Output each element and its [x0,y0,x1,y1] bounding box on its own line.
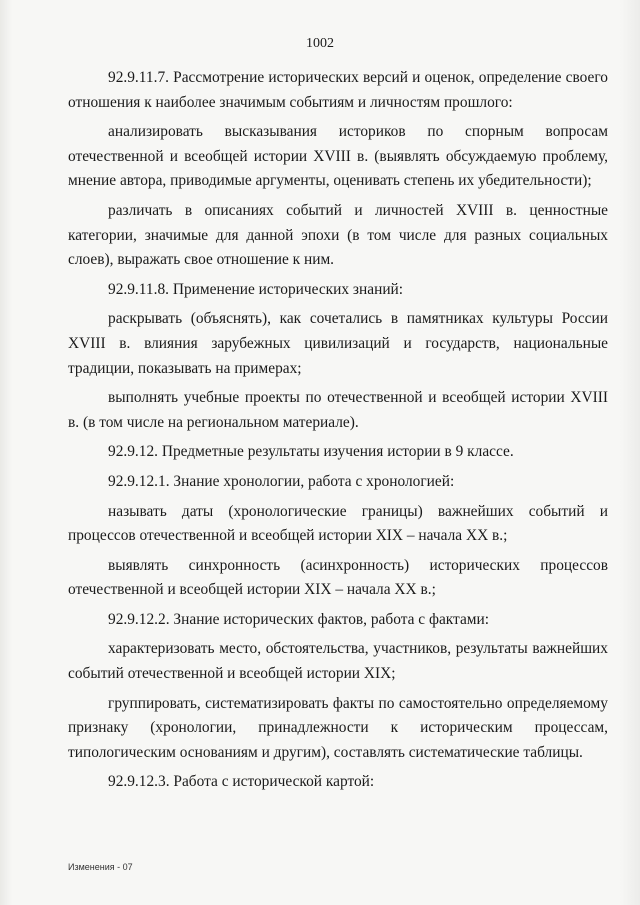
paragraph: 92.9.12.2. Знание исторических фактов, работа с фактами: [108,610,490,628]
document-body [68,66,608,800]
paragraph: раскрывать (объяснять), как сочетались в памятниках культуры России XVIII в. влияния зарубежных цивилизаций и государств, национальные традиции, показывать на примерах; [68,310,608,377]
paragraph: анализировать высказывания историков по спорным вопросам отечественной и всеобщей истории XVIII в. (выявлять обсуждаемую проблему, мнение автора, приводимые аргументы, оценивать степень их убедительности); [68,123,608,190]
paragraph: выполнять учебные проекты по отечественной и всеобщей истории XVIII в. (в том числе на региональном материале). [68,389,608,431]
footer-note: Изменения - 07 [68,862,133,872]
paragraph: группировать, систематизировать факты по самостоятельно определяемому признаку (хронологии, принадлежности к историческим процессам, типологическим основаниям и другим), составлять систематические таблицы. [68,694,608,761]
paragraph: характеризовать место, обстоятельства, участников, результаты важнейших событий отечественной и всеобщей истории XIX; [68,640,608,683]
page-number: 1002 [306,36,334,51]
paragraph: 92.9.11.7. Рассмотрение исторических версий и оценок, определение своего отношения к наиболее значимым событиям и личностям прошлого: [68,69,608,111]
paragraph: различать в описаниях событий и личностей XVIII в. ценностные категории, значимые для данной эпохи (в том числе для разных социальных слоев), выражать свое отношение к ним. [68,201,608,269]
paragraph: 92.9.12.3. Работа с исторической картой: [108,773,375,791]
paragraph: 92.9.12.1. Знание хронологии, работа с хронологией: [108,472,455,490]
paragraph: выявлять синхронность (асинхронность) исторических процессов отечественной и всеобщей истории XIX – начала XX в.; [68,556,608,599]
paragraph: 92.9.11.8. Применение исторических знаний: [108,280,404,298]
paragraph: 92.9.12. Предметные результаты изучения истории в 9 классе. [108,443,514,461]
paragraph: называть даты (хронологические границы) важнейших событий и процессов отечественной и всеобщей истории XIX – начала XX в.; [68,502,608,545]
